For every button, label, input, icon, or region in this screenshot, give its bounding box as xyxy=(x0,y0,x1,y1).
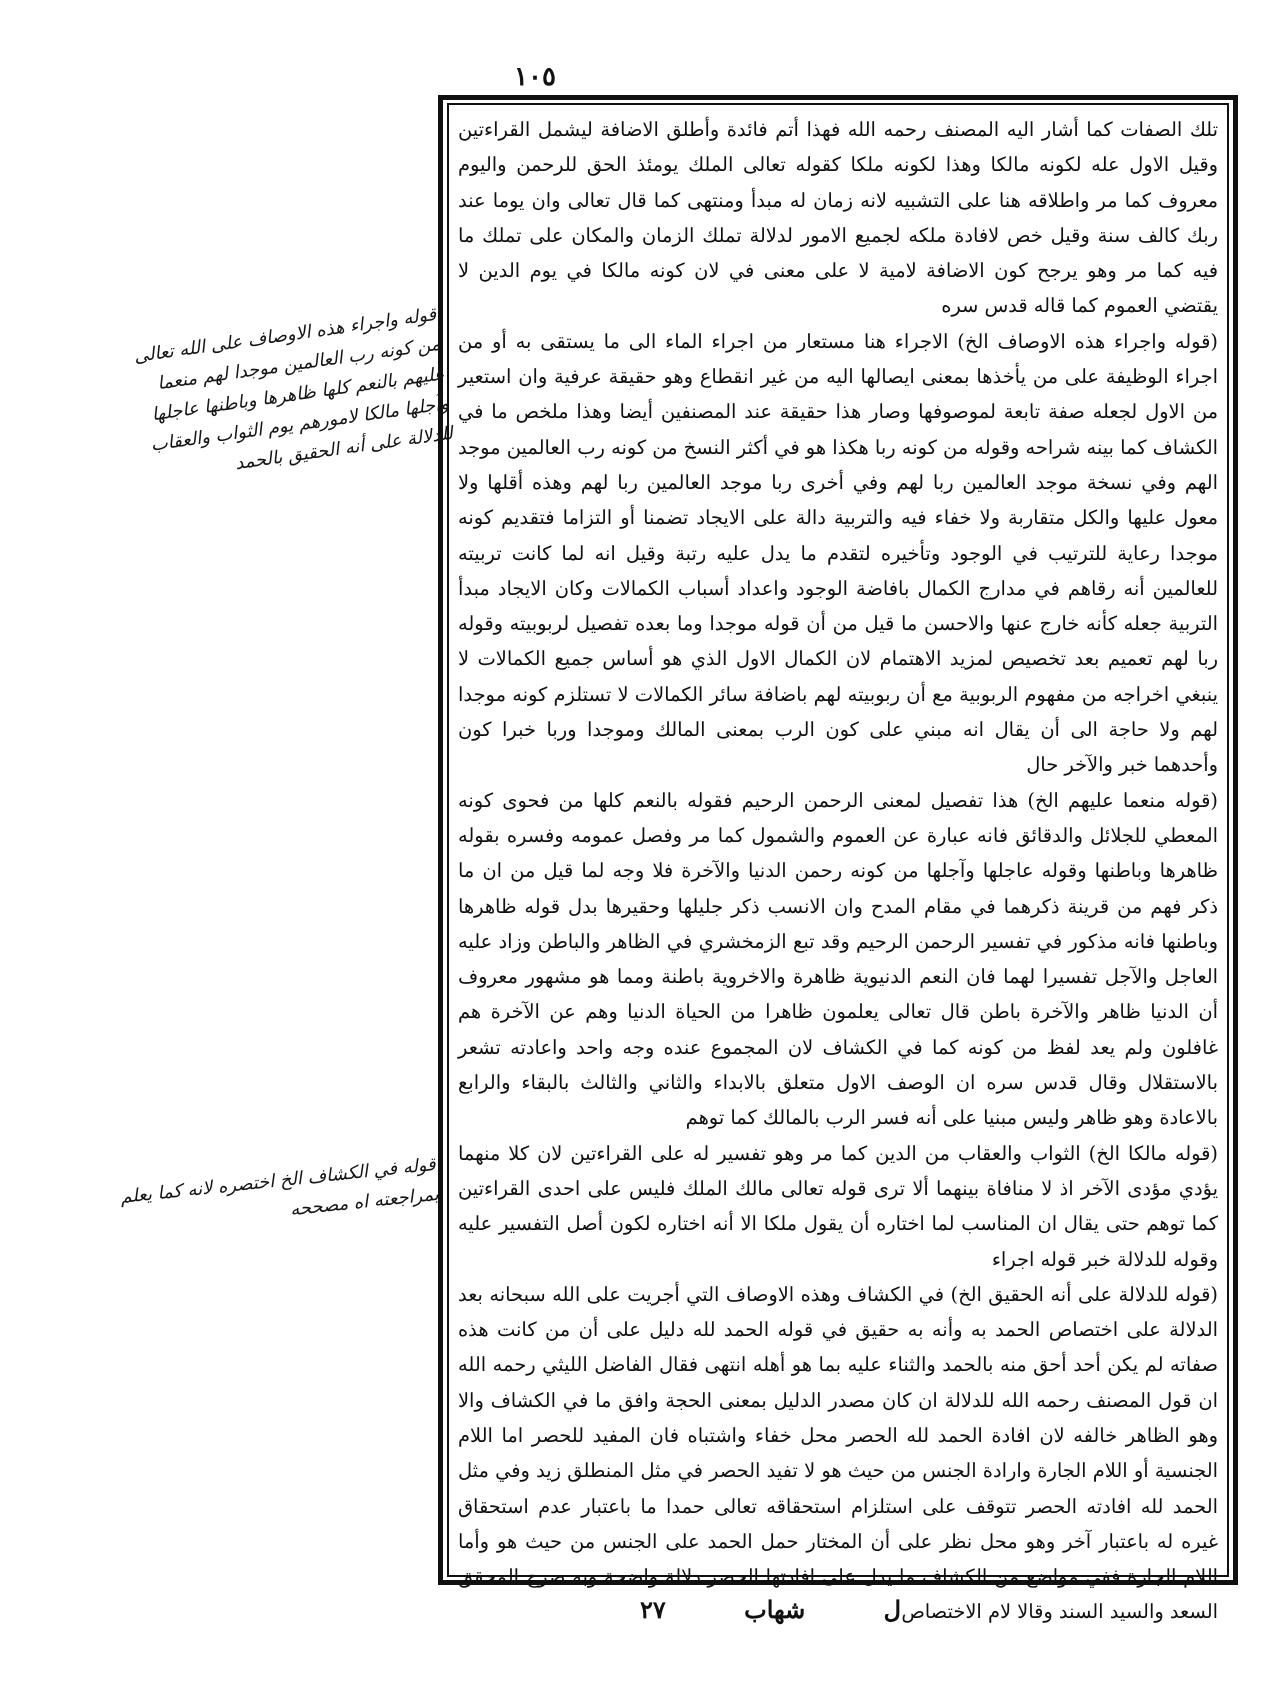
page-footer xyxy=(640,1595,901,1624)
text-paragraph: (قوله واجراء هذه الاوصاف الخ) الاجراء هنا مستعار من اجراء الماء الى ما يستقى به أو من اجراء الوظيفة على من يأخذها بمعنى ايصالها اليه من غير انقطاع وهو حقيقة عرفية وان استعير من الاول لجعله صفة تابعة لموصوفها وصار هذا حقيقة عند المصنفين أيضا وهذا ملخص ما في الكشاف كما بينه شراحه وقوله من كونه ربا هكذا هو في أكثر النسخ من كونه رب العالمين موجد الهم وفي نسخة موجد العالمين ربا لهم وفي أخرى ربا موجد العالمين ربا لهم وهذه أقلها ولا معول عليها والكل متقاربة ولا خفاء فيه والتربية دالة على الايجاد تضمنا أو التزاما فتقديم كونه موجدا رعاية للترتيب في الوجود وتأخيره لتقدم ما يدل عليه رتبة وقيل انه لما كانت تربيته للعالمين أنه رقاهم في مدارج الكمال بافاضة الوجود واعداد أسباب الكمالات وكان الايجاد مبدأ التربية جعله كأنه خارج عنها والاحسن ما قيل من أن قوله موجدا وما بعده تفصيل لربوبيته وقوله ربا لهم تعميم بعد تخصيص لمزيد الاهتمام لان الكمال الاول الذي هو أساس جميع الكمالات لا ينبغي اخراجه من مفهوم الربوبية مع أن ربوبيته لهم باضافة سائر الكمالات لا تستلزم كونه موجدا لهم ولا حاجة الى أن يقال انه مبني على كون الرب بمعنى المالك وموجدا وربا خبرا كون وأحدهما خبر والآخر حال xyxy=(458,329,1218,777)
text-paragraph: (قوله للدلالة على أنه الحقيق الخ) في الكشاف وهذه الاوصاف التي أجريت على الله سبحانه بعد الدلالة على اختصاص الحمد به وأنه به حقيق في قوله الحمد لله دليل على أن من كانت هذه صفاته لم يكن أحد أحق منه بالحمد والثناء عليه بما هو أهله انتهى فقال الفاضل الليثي رحمه الله ان قول المصنف رحمه الله للدلالة ان كان مصدر الدليل بمعنى الحجة وافق ما في الكشاف والا وهو الظاهر خالفه لان افادة الحمد لله الحصر محل خفاء واشتباه فان المفيد للحصر اما اللام الجنسية أو اللام الجارة وارادة الجنس من حيث هو لا تفيد الحصر في مثل المنطلق زيد وفي مثل الحمد لله افادته الحصر تتوقف على استلزام استحقاقه تعالى حمدا ما باعتبار عدم استحقاق غيره له باعتبار آخر وهو محل نظر على أن المختار حمل الحمد على الجنس من حيث هو وأما اللام الجارة ففي مواضع من الكشاف ما يدل على افادتها الحصر دلالة واضحة وبه صرح المحقق السعد والسيد السند وقالا لام الاختصاص xyxy=(458,1282,1218,1624)
footer-signature-number: ٢٧ xyxy=(640,1595,666,1624)
footer-part-letter: ل xyxy=(883,1595,902,1624)
page-number: ١٠٥ xyxy=(514,62,556,92)
text-paragraph: تلك الصفات كما أشار اليه المصنف رحمه الله فهذا أتم فائدة وأطلق الاضافة ليشمل القراءتين وقيل الاول عله لكونه مالكا وهذا لكونه ملكا كقوله تعالى الملك يومئذ الحق للرحمن واليوم معروف كما مر واطلاقه هنا على التشبيه لانه زمان له مبدأ ومنتهى كما قال تعالى وان يوما عند ربك كالف سنة وقيل خص لافادة ملكه لجميع الامور لدلالة تملك الزمان والمكان على تملك ما فيه كما مر وهو يرجح كون الاضافة لامية لا على معنى في لان كونه مالكا في يوم الدين لا يقتضي العموم كما قاله قدس سره xyxy=(458,118,1218,318)
text-paragraph: (قوله منعما عليهم الخ) هذا تفصيل لمعنى الرحمن الرحيم فقوله بالنعم كلها من فحوى كونه المعطي للجلائل والدقائق فانه عبارة عن العموم والشمول كما مر وفصل عمومه وفسره بقوله ظاهرها وباطنها وقوله عاجلها وآجلها من كونه رحمن الدنيا والآخرة فلا وجه لما قيل من ان ما ذكر فهم من قرينة ذكرهما في مقام المدح وان الانسب ذكر جليلها وحقيرها بدل قوله ظاهرها وباطنها فانه مذكور في تفسير الرحمن الرحيم وقد تبع الزمخشري في الظاهر والباطن وزاد عليه العاجل والآجل تفسيرا لهما فان النعم الدنيوية ظاهرة والاخروية باطنة ومما هو مشهور معروف أن الدنيا ظاهر والآخرة باطن قال تعالى يعلمون ظاهرا من الحياة الدنيا وهم عن الآخرة هم غافلون ولم يعد لفظ من كونه كما في الكشاف لان المجموع عنده وجه واحد واعادته تشعر بالاستقلال وقال قدس سره ان الوصف الاول متعلق بالابداء والثاني والثالث بالبقاء والرابع بالاعادة وهو ظاهر وليس مبنيا على أنه فسر الرب بالمالك كما توهم xyxy=(458,788,1218,1130)
margin-note-upper: قوله واجراء هذه الاوصاف على الله تعالى من كونه رب العالمين موجدا لهم منعما عليهم بالنعم كلها ظاهرها وباطنها عاجلها وآجلها مالكا لامورهم يوم الثواب والعقاب للدلالة على أنه الحقيق بالحمد xyxy=(132,303,455,475)
text-paragraph: (قوله مالكا الخ) الثواب والعقاب من الدين كما مر وهو تفسير له على القراءتين لان كلا منهما يؤدي مؤدى الآخر اذ لا منافاة بينهما ألا ترى قوله تعالى مالك الملك فليس على احدى القراءتين كما توهم حتى يقال ان المناسب لما اختاره أن يقول ملكا الا أنه اختاره لكون أصل التفسير عليه وقوله للدلالة خبر قوله اجراء xyxy=(458,1141,1218,1271)
margin-note-lower: قوله في الكشاف الخ اختصره لانه كما يعلم بمراجعته اه مصححه xyxy=(119,1153,440,1221)
footer-book-name: شهاب xyxy=(744,1595,806,1624)
